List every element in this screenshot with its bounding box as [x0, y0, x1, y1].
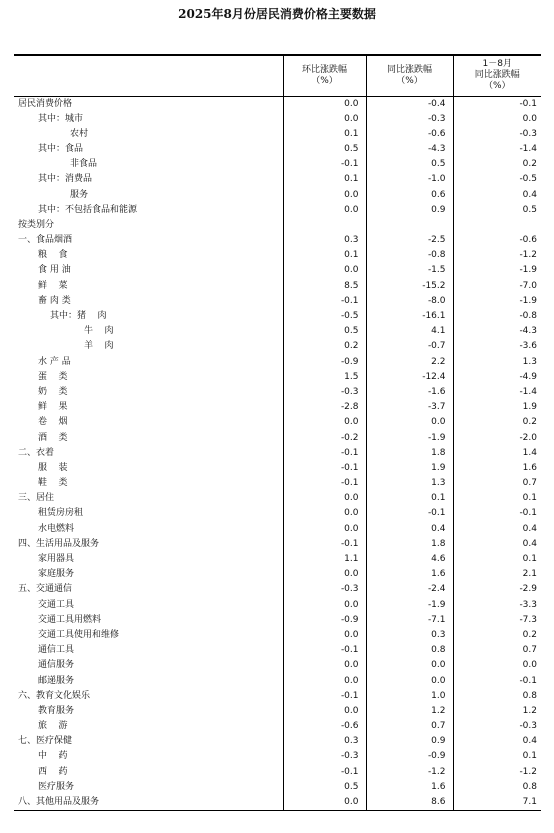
table-row [14, 324, 541, 339]
row-label: 邮递服务 [38, 675, 75, 686]
mom-value [283, 218, 366, 233]
ytd-value: 0.2 [453, 628, 541, 643]
ytd-value: -2.9 [453, 582, 541, 597]
ytd-value: 1.4 [453, 446, 541, 461]
table-row [14, 506, 541, 521]
row-label: 蛋 类 [38, 371, 68, 382]
row-label: 卷 烟 [38, 417, 68, 428]
mom-value: -0.9 [283, 613, 366, 628]
row-label: 服 装 [38, 462, 68, 473]
table-row [14, 795, 541, 811]
table-row [14, 628, 541, 643]
mom-value: -0.3 [283, 385, 366, 400]
mom-value: 0.5 [283, 142, 366, 157]
row-label: 鞋 类 [38, 478, 68, 489]
header-item [14, 55, 283, 96]
yoy-value: 0.0 [366, 415, 453, 430]
ytd-value: 0.7 [453, 643, 541, 658]
ytd-value: -3.3 [453, 598, 541, 613]
mom-value: 0.5 [283, 780, 366, 795]
table-row [14, 749, 541, 764]
header-mom: 环比涨跌幅 （%） [283, 55, 366, 96]
table-row [14, 430, 541, 445]
mom-value: -0.1 [283, 643, 366, 658]
table-row [14, 582, 541, 597]
ytd-value: 0.8 [453, 780, 541, 795]
ytd-value: 7.1 [453, 795, 541, 811]
mom-value: 0.3 [283, 734, 366, 749]
table-row [14, 719, 541, 734]
table-row [14, 263, 541, 278]
ytd-value: 0.2 [453, 157, 541, 172]
mom-value: 0.0 [283, 96, 366, 112]
header-yoy: 同比涨跌幅 （%） [366, 55, 453, 96]
table-row [14, 339, 541, 354]
row-label: 牛 肉 [84, 326, 114, 337]
mom-value: -0.3 [283, 749, 366, 764]
mom-value: -0.1 [283, 765, 366, 780]
ytd-value: 0.0 [453, 658, 541, 673]
row-label: 西 药 [38, 766, 68, 777]
row-label: 家庭服务 [38, 569, 75, 580]
row-label: 食 用 油 [38, 265, 71, 276]
ytd-value: -0.3 [453, 719, 541, 734]
table-row [14, 157, 541, 172]
mom-value: -0.3 [283, 582, 366, 597]
ytd-value: -0.1 [453, 673, 541, 688]
ytd-value: 0.0 [453, 112, 541, 127]
row-label: 水 产 品 [38, 356, 71, 367]
page-title: 2025年8月份居民消费价格主要数据 [178, 7, 376, 21]
ytd-value: 1.2 [453, 704, 541, 719]
mom-value: 0.0 [283, 795, 366, 811]
row-label: 其中：食品 [38, 143, 84, 154]
row-label: 其中：不包括食品和能源 [38, 204, 138, 215]
row-label: 二、衣着 [18, 447, 55, 458]
ytd-value [453, 218, 541, 233]
table-row [14, 248, 541, 263]
table-row [14, 537, 541, 552]
table-row [14, 400, 541, 415]
mom-value: 0.0 [283, 598, 366, 613]
yoy-value: -15.2 [366, 279, 453, 294]
table-row [14, 689, 541, 704]
ytd-value: 1.3 [453, 355, 541, 370]
row-label: 三、居住 [18, 493, 55, 504]
mom-value: 0.0 [283, 567, 366, 582]
table-row [14, 522, 541, 537]
mom-value: -0.1 [283, 294, 366, 309]
row-label: 中 药 [38, 751, 68, 762]
yoy-value: 1.3 [366, 476, 453, 491]
ytd-value: 0.2 [453, 415, 541, 430]
row-label: 交通工具使用和维修 [38, 629, 120, 640]
table-row [14, 765, 541, 780]
table-row [14, 112, 541, 127]
table-row [14, 172, 541, 187]
yoy-value: 0.4 [366, 522, 453, 537]
yoy-value: 2.2 [366, 355, 453, 370]
table-row [14, 552, 541, 567]
ytd-value: 0.1 [453, 552, 541, 567]
mom-value: 0.0 [283, 658, 366, 673]
yoy-value: 4.6 [366, 552, 453, 567]
row-label: 一、食品烟酒 [18, 235, 73, 246]
row-label: 交通工具用燃料 [38, 614, 102, 625]
mom-value: 0.0 [283, 415, 366, 430]
table-row [14, 279, 541, 294]
yoy-value: 8.6 [366, 795, 453, 811]
yoy-value: -0.7 [366, 339, 453, 354]
ytd-value: -0.5 [453, 172, 541, 187]
table-row [14, 780, 541, 795]
row-label: 农村 [70, 128, 89, 139]
mom-value: -0.1 [283, 446, 366, 461]
row-label: 七、医疗保健 [18, 736, 73, 747]
yoy-value: -1.9 [366, 430, 453, 445]
yoy-value: -0.1 [366, 506, 453, 521]
mom-value: -2.8 [283, 400, 366, 415]
table-body [14, 96, 541, 810]
cpi-data-table [14, 54, 541, 811]
mom-value: 0.1 [283, 127, 366, 142]
yoy-value: -3.7 [366, 400, 453, 415]
row-label: 羊 肉 [84, 341, 114, 352]
yoy-value: -0.3 [366, 112, 453, 127]
table-row [14, 370, 541, 385]
table-row [14, 218, 541, 233]
yoy-value: -2.5 [366, 233, 453, 248]
ytd-value: 1.6 [453, 461, 541, 476]
mom-value: 0.0 [283, 112, 366, 127]
yoy-value: -0.8 [366, 248, 453, 263]
yoy-value: 0.5 [366, 157, 453, 172]
row-label: 医疗服务 [38, 781, 75, 792]
yoy-value: -7.1 [366, 613, 453, 628]
yoy-value: 1.0 [366, 689, 453, 704]
mom-value: -0.9 [283, 355, 366, 370]
mom-value: 8.5 [283, 279, 366, 294]
table-header-row [14, 55, 541, 96]
table-row [14, 127, 541, 142]
row-label: 鲜 果 [38, 402, 68, 413]
mom-value: 0.1 [283, 172, 366, 187]
row-label: 按类别分 [18, 219, 55, 230]
row-label: 通信工具 [38, 645, 75, 656]
mom-value: 0.0 [283, 704, 366, 719]
yoy-value: -0.4 [366, 96, 453, 112]
ytd-value: -1.4 [453, 142, 541, 157]
row-label: 交通工具 [38, 599, 75, 610]
ytd-value: -0.8 [453, 309, 541, 324]
mom-value: 0.0 [283, 673, 366, 688]
row-label: 旅 游 [38, 721, 68, 732]
row-label: 五、交通通信 [18, 584, 73, 595]
mom-value: 0.0 [283, 203, 366, 218]
table-row [14, 142, 541, 157]
table-row [14, 476, 541, 491]
mom-value: 0.0 [283, 522, 366, 537]
row-label: 非食品 [70, 159, 98, 170]
mom-value: 0.3 [283, 233, 366, 248]
yoy-value: -1.6 [366, 385, 453, 400]
table-row [14, 673, 541, 688]
ytd-value: -4.3 [453, 324, 541, 339]
row-label: 租赁房房租 [38, 508, 84, 519]
header-ytd: 1－8月 同比涨跌幅 （%） [453, 55, 541, 96]
yoy-value: -4.3 [366, 142, 453, 157]
mom-value: 0.5 [283, 324, 366, 339]
row-label: 畜 肉 类 [38, 295, 71, 306]
yoy-value: -1.5 [366, 263, 453, 278]
yoy-value: 0.8 [366, 643, 453, 658]
ytd-value: 0.4 [453, 537, 541, 552]
row-label: 水电燃料 [38, 523, 75, 534]
row-label: 其中：城市 [38, 113, 84, 124]
yoy-value: 4.1 [366, 324, 453, 339]
mom-value: -0.1 [283, 476, 366, 491]
row-label: 居民消费价格 [18, 98, 73, 109]
mom-value: 1.1 [283, 552, 366, 567]
ytd-value: -1.9 [453, 263, 541, 278]
mom-value: -0.1 [283, 537, 366, 552]
mom-value: -0.6 [283, 719, 366, 734]
table-row [14, 187, 541, 202]
mom-value: -0.1 [283, 157, 366, 172]
table-row [14, 294, 541, 309]
mom-value: 0.0 [283, 187, 366, 202]
table-row [14, 203, 541, 218]
yoy-value: -1.0 [366, 172, 453, 187]
row-label: 鲜 菜 [38, 280, 68, 291]
ytd-value: 1.9 [453, 400, 541, 415]
row-label: 家用器具 [38, 554, 75, 565]
table-row [14, 567, 541, 582]
yoy-value: 0.3 [366, 628, 453, 643]
ytd-value: 0.1 [453, 749, 541, 764]
ytd-value: 0.5 [453, 203, 541, 218]
mom-value: -0.5 [283, 309, 366, 324]
row-label: 其中：猪 肉 [50, 311, 107, 322]
table-row [14, 704, 541, 719]
mom-value: 0.0 [283, 506, 366, 521]
table-row [14, 461, 541, 476]
table-row [14, 385, 541, 400]
ytd-value: -7.0 [453, 279, 541, 294]
ytd-value: -2.0 [453, 430, 541, 445]
mom-value: 0.2 [283, 339, 366, 354]
row-label: 通信服务 [38, 660, 75, 671]
table-row [14, 658, 541, 673]
ytd-value: -0.1 [453, 506, 541, 521]
table-row [14, 355, 541, 370]
yoy-value: 1.8 [366, 446, 453, 461]
mom-value: -0.2 [283, 430, 366, 445]
table-row [14, 233, 541, 248]
ytd-value: -1.2 [453, 248, 541, 263]
row-label: 奶 类 [38, 386, 68, 397]
row-label: 粮 食 [38, 250, 68, 261]
table-row [14, 446, 541, 461]
row-label: 其中：消费品 [38, 174, 93, 185]
yoy-value: 1.6 [366, 780, 453, 795]
yoy-value: 0.0 [366, 658, 453, 673]
table-row [14, 96, 541, 112]
mom-value: 0.0 [283, 263, 366, 278]
yoy-value [366, 218, 453, 233]
table-row [14, 613, 541, 628]
table-row [14, 734, 541, 749]
ytd-value: -4.9 [453, 370, 541, 385]
yoy-value: 1.2 [366, 704, 453, 719]
mom-value: 0.1 [283, 248, 366, 263]
yoy-value: 0.9 [366, 203, 453, 218]
yoy-value: -8.0 [366, 294, 453, 309]
yoy-value: 1.8 [366, 537, 453, 552]
yoy-value: 0.6 [366, 187, 453, 202]
ytd-value: -0.3 [453, 127, 541, 142]
mom-value: -0.1 [283, 689, 366, 704]
ytd-value: 0.1 [453, 491, 541, 506]
yoy-value: 0.7 [366, 719, 453, 734]
row-label: 六、教育文化娱乐 [18, 690, 91, 701]
yoy-value: 0.0 [366, 673, 453, 688]
yoy-value: 0.1 [366, 491, 453, 506]
ytd-value: 0.8 [453, 689, 541, 704]
table-row [14, 415, 541, 430]
ytd-value: -1.2 [453, 765, 541, 780]
row-label: 酒 类 [38, 432, 68, 443]
row-label: 八、其他用品及服务 [14, 795, 283, 811]
ytd-value: 0.4 [453, 522, 541, 537]
mom-value: 0.0 [283, 628, 366, 643]
table-row [14, 643, 541, 658]
mom-value: 0.0 [283, 491, 366, 506]
yoy-value: 0.9 [366, 734, 453, 749]
row-label: 服务 [70, 189, 89, 200]
row-label: 教育服务 [38, 705, 75, 716]
mom-value: 1.5 [283, 370, 366, 385]
yoy-value: -2.4 [366, 582, 453, 597]
yoy-value: 1.9 [366, 461, 453, 476]
yoy-value: -0.6 [366, 127, 453, 142]
ytd-value: 0.7 [453, 476, 541, 491]
yoy-value: -1.2 [366, 765, 453, 780]
ytd-value: -3.6 [453, 339, 541, 354]
ytd-value: 2.1 [453, 567, 541, 582]
yoy-value: -0.9 [366, 749, 453, 764]
mom-value: -0.1 [283, 461, 366, 476]
ytd-value: -7.3 [453, 613, 541, 628]
yoy-value: 1.6 [366, 567, 453, 582]
yoy-value: -16.1 [366, 309, 453, 324]
ytd-value: 0.4 [453, 734, 541, 749]
ytd-value: -1.4 [453, 385, 541, 400]
yoy-value: -12.4 [366, 370, 453, 385]
ytd-value: -1.9 [453, 294, 541, 309]
ytd-value: 0.4 [453, 187, 541, 202]
ytd-value: -0.1 [453, 96, 541, 112]
table-row [14, 309, 541, 324]
table-row [14, 598, 541, 613]
table-row [14, 491, 541, 506]
ytd-value: -0.6 [453, 233, 541, 248]
yoy-value: -1.9 [366, 598, 453, 613]
row-label: 四、生活用品及服务 [18, 538, 100, 549]
